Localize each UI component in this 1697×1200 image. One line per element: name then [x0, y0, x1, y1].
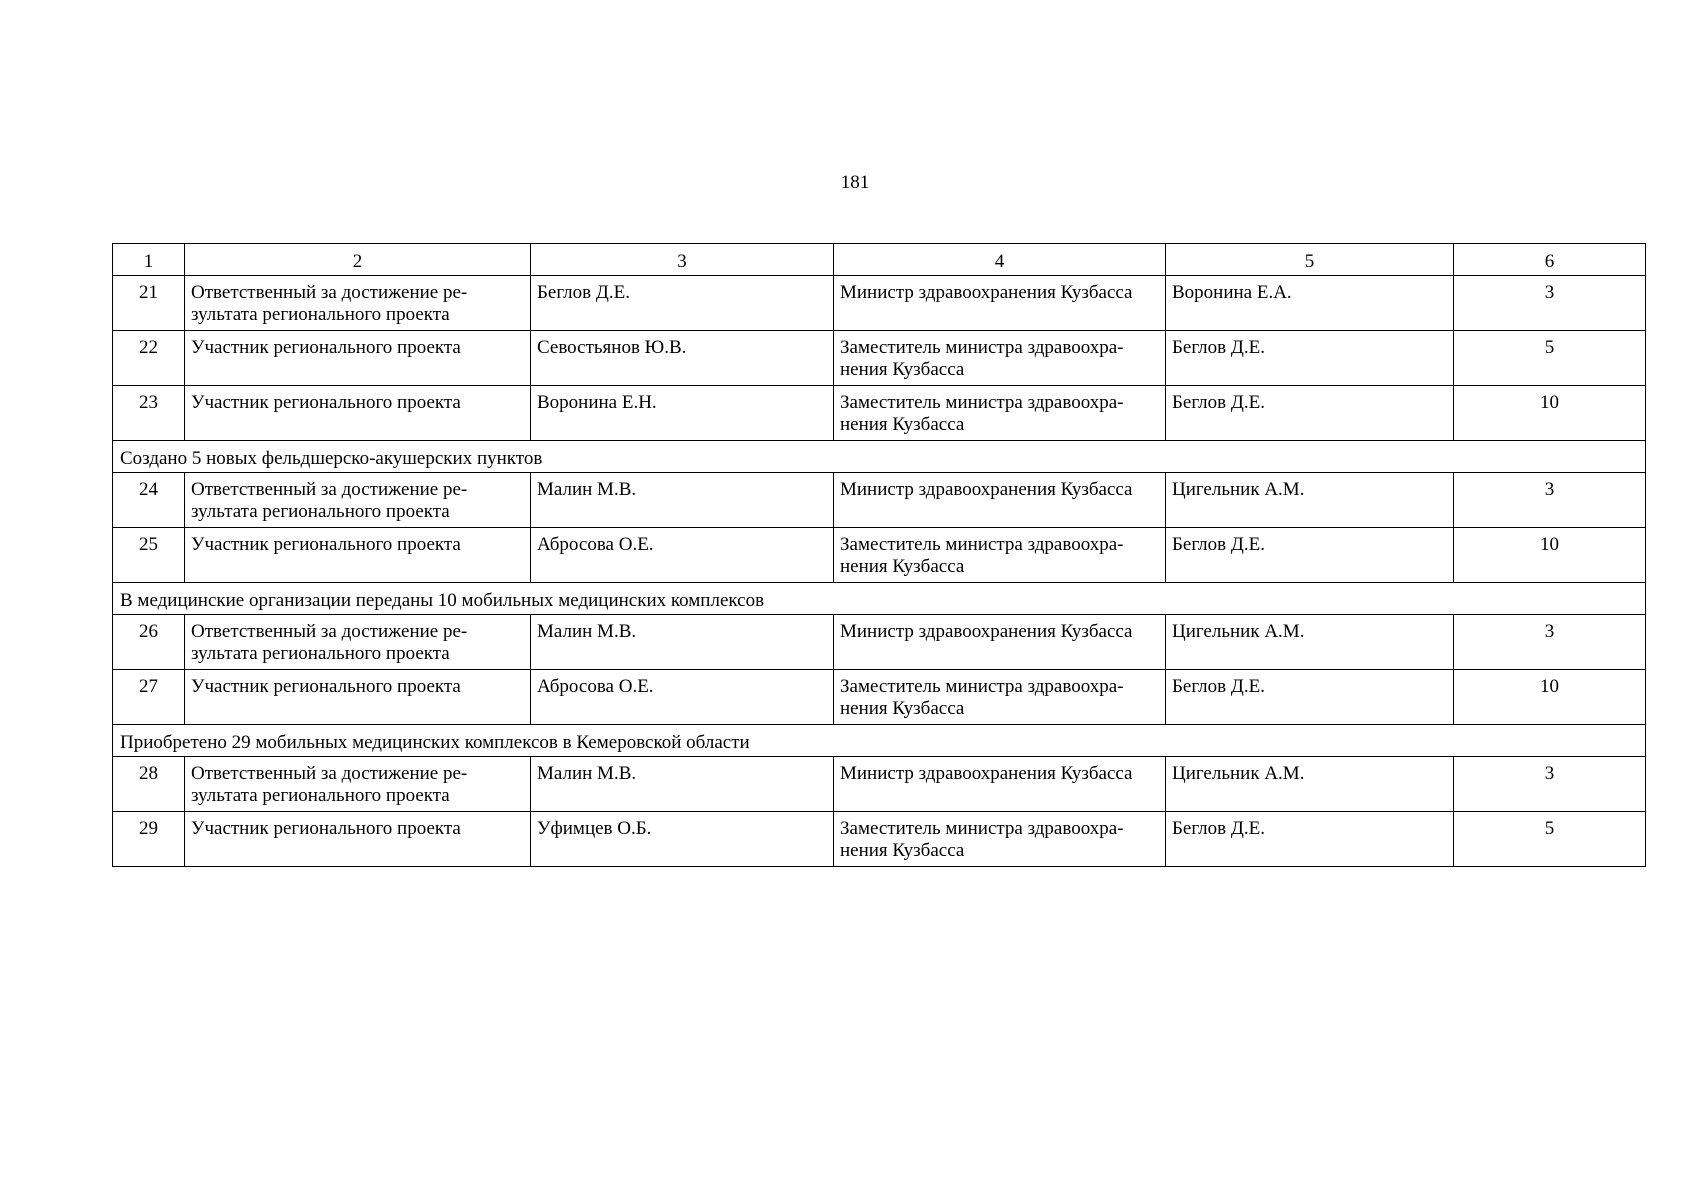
value-cell: 3: [1454, 757, 1646, 812]
person-name-cell: Малин М.В.: [531, 473, 834, 528]
row-number-cell: 25: [113, 528, 185, 583]
person-name-cell: Севостьянов Ю.В.: [531, 331, 834, 386]
supervisor-cell: Цигельник А.М.: [1166, 757, 1454, 812]
person-name-cell: Абросова О.Е.: [531, 528, 834, 583]
column-number-cell: 2: [185, 244, 531, 276]
column-number-row: [113, 244, 1646, 276]
assignment-table: [112, 243, 1646, 867]
person-name-cell: Беглов Д.Е.: [531, 276, 834, 331]
table-row: [113, 528, 1646, 583]
column-number-cell: 3: [531, 244, 834, 276]
role-cell: Ответственный за достижение ре- зультата регионального проекта: [185, 615, 531, 670]
table-row: [113, 812, 1646, 867]
table-row: [113, 276, 1646, 331]
position-cell: Заместитель министра здравоохра- нения Кузбасса: [834, 331, 1166, 386]
table-row: [113, 670, 1646, 725]
role-cell: Участник регионального проекта: [185, 670, 531, 725]
table-row: [113, 757, 1646, 812]
section-header-row: [113, 725, 1646, 757]
value-cell: 10: [1454, 528, 1646, 583]
supervisor-cell: Беглов Д.Е.: [1166, 331, 1454, 386]
supervisor-cell: Воронина Е.А.: [1166, 276, 1454, 331]
supervisor-cell: Беглов Д.Е.: [1166, 528, 1454, 583]
section-title: Создано 5 новых фельдшерско-акушерских пунктов: [113, 441, 1646, 473]
row-number-cell: 26: [113, 615, 185, 670]
role-cell: Ответственный за достижение ре- зультата регионального проекта: [185, 473, 531, 528]
column-number-cell: 5: [1166, 244, 1454, 276]
position-cell: Министр здравоохранения Кузбасса: [834, 757, 1166, 812]
value-cell: 10: [1454, 670, 1646, 725]
table-row: [113, 615, 1646, 670]
position-cell: Заместитель министра здравоохра- нения Кузбасса: [834, 812, 1166, 867]
role-cell: Ответственный за достижение ре- зультата регионального проекта: [185, 276, 531, 331]
person-name-cell: Уфимцев О.Б.: [531, 812, 834, 867]
table-row: [113, 386, 1646, 441]
supervisor-cell: Цигельник А.М.: [1166, 615, 1454, 670]
column-number-cell: 4: [834, 244, 1166, 276]
column-number-cell: 6: [1454, 244, 1646, 276]
person-name-cell: Малин М.В.: [531, 757, 834, 812]
role-cell: Участник регионального проекта: [185, 331, 531, 386]
position-cell: Заместитель министра здравоохра- нения Кузбасса: [834, 528, 1166, 583]
supervisor-cell: Цигельник А.М.: [1166, 473, 1454, 528]
row-number-cell: 27: [113, 670, 185, 725]
section-title: Приобретено 29 мобильных медицинских комплексов в Кемеровской области: [113, 725, 1646, 757]
position-cell: Министр здравоохранения Кузбасса: [834, 615, 1166, 670]
row-number-cell: 21: [113, 276, 185, 331]
section-header-row: [113, 583, 1646, 615]
row-number-cell: 23: [113, 386, 185, 441]
role-cell: Участник регионального проекта: [185, 386, 531, 441]
value-cell: 5: [1454, 331, 1646, 386]
column-number-cell: 1: [113, 244, 185, 276]
role-cell: Участник регионального проекта: [185, 528, 531, 583]
person-name-cell: Малин М.В.: [531, 615, 834, 670]
value-cell: 5: [1454, 812, 1646, 867]
person-name-cell: Воронина Е.Н.: [531, 386, 834, 441]
value-cell: 10: [1454, 386, 1646, 441]
row-number-cell: 28: [113, 757, 185, 812]
page-number: 181: [840, 172, 870, 193]
supervisor-cell: Беглов Д.Е.: [1166, 670, 1454, 725]
position-cell: Заместитель министра здравоохра- нения Кузбасса: [834, 670, 1166, 725]
section-header-row: [113, 441, 1646, 473]
supervisor-cell: Беглов Д.Е.: [1166, 812, 1454, 867]
value-cell: 3: [1454, 473, 1646, 528]
value-cell: 3: [1454, 276, 1646, 331]
supervisor-cell: Беглов Д.Е.: [1166, 386, 1454, 441]
table-row: [113, 331, 1646, 386]
position-cell: Министр здравоохранения Кузбасса: [834, 473, 1166, 528]
row-number-cell: 24: [113, 473, 185, 528]
role-cell: Участник регионального проекта: [185, 812, 531, 867]
position-cell: Министр здравоохранения Кузбасса: [834, 276, 1166, 331]
row-number-cell: 22: [113, 331, 185, 386]
row-number-cell: 29: [113, 812, 185, 867]
value-cell: 3: [1454, 615, 1646, 670]
role-cell: Ответственный за достижение ре- зультата регионального проекта: [185, 757, 531, 812]
table-row: [113, 473, 1646, 528]
position-cell: Заместитель министра здравоохра- нения Кузбасса: [834, 386, 1166, 441]
section-title: В медицинские организации переданы 10 мобильных медицинских комплексов: [113, 583, 1646, 615]
person-name-cell: Абросова О.Е.: [531, 670, 834, 725]
table-body: [113, 244, 1646, 867]
